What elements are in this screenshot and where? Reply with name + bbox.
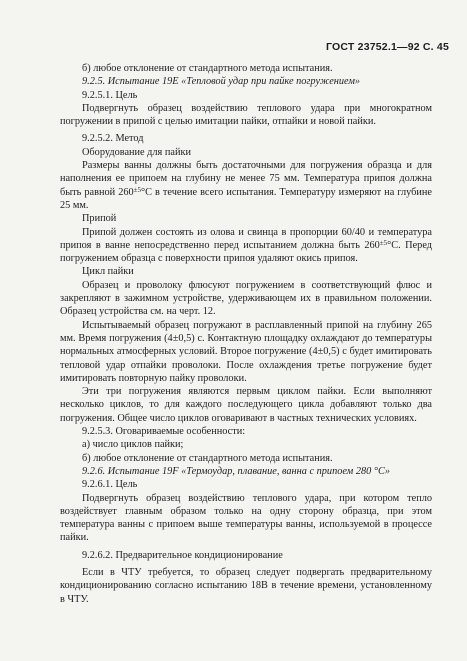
item-b-deviation-2: б) любое отклонение от стандартного метода испытания. (82, 452, 333, 464)
section-9-2-5-title: 9.2.5. Испытание 19Е «Тепловой удар при пайке погружением» (82, 76, 361, 88)
purpose-text: Подвергнуть образец воздействию теплового удара при многократном погружении в припой с целью имитации пайки, отпайки и новой пайки. (60, 102, 432, 128)
page-header: ГОСТ 23752.1—92 С. 45 (326, 41, 449, 53)
solder-heading: Припой (82, 213, 117, 225)
equipment-heading: Оборудование для пайки (82, 146, 191, 158)
fluxing-text: Образец и проволоку флюсуют погружением в соответствующий флюс и закрепляют в зажимном устройстве, удерживающем их в правильном положении. Образец устройства см. на черт. 12. (60, 279, 432, 318)
section-9-2-5-2-heading: 9.2.5.2. Метод (82, 133, 144, 145)
item-a-cycles: а) число циклов пайки; (82, 439, 184, 451)
soldering-cycle-heading: Цикл пайки (82, 266, 134, 278)
section-9-2-6-2-heading: 9.2.6.2. Предварительное кондиционирование (82, 549, 283, 561)
immersion-text: Испытываемый образец погружают в расплавленный припой на глубину 265 мм. Время погружения (4±0,5) с. Контактную площадку охлаждают до температуры нормальных атмосферных условий. Второе погружение (4±0,5) с будет имитировать тепловой удар отпайки проволоки. После охлаждения третье погружение будет имитировать повторную пайку проволоки. (60, 319, 432, 384)
solder-text (60, 226, 432, 266)
section-9-2-6-title: 9.2.6. Испытание 19F «Термоудар, плавание, ванна с припоем 280 °С» (82, 465, 390, 477)
solder-text-part-2: °С. Перед погружением образца с поверхности припоя удаляют окись припоя. (60, 239, 432, 265)
purpose-text-2: Подвергнуть образец воздействию теплового удара, при котором тепло воздействует главным образом только на одну сторону образца, при этом температура ванны с припоем выше температуры ванны, используемой в процессе пайки. (60, 492, 432, 544)
section-9-2-5-1-heading: 9.2.5.1. Цель (82, 89, 138, 101)
section-9-2-5-3-heading: 9.2.5.3. Оговариваемые особенности: (82, 426, 246, 438)
preconditioning-text: Если в ЧТУ требуется, то образец следует подвергать предварительному кондиционированию согласно испытанию 18В в течение времени, установленному в ЧТУ. (60, 566, 432, 605)
item-b-deviation: б) любое отклонение от стандартного метода испытания. (82, 63, 333, 74)
solder-text-part-1: Припой должен состоять из олова и свинца в пропорции 60/40 и температура припоя в ванне непосредственно перед испытанием должна быть 260 (60, 226, 432, 251)
tolerance-superscript: ±5 (133, 185, 141, 194)
document-body (60, 62, 432, 606)
bath-text-part-1: Размеры ванны должны быть достаточными для погружения образца и для наполнения ее припоем на глубину не менее 75 мм. Температура припоя должна быть равной 260 (60, 160, 432, 198)
bath-dimensions-text (60, 159, 432, 212)
tolerance-superscript: ±5 (379, 238, 388, 247)
cycles-text: Эти три погружения являются первым циклом пайки. Если выполняют несколько циклов, то для каждого последующего цикла добавляют только два погружения. Общее число циклов оговаривают в частных технических условиях. (60, 386, 432, 424)
bath-text-part-2: °С в течение всего испытания. Температуру измеряют на глубине 25 мм. (60, 186, 432, 211)
section-9-2-6-1-heading: 9.2.6.1. Цель (82, 479, 138, 491)
